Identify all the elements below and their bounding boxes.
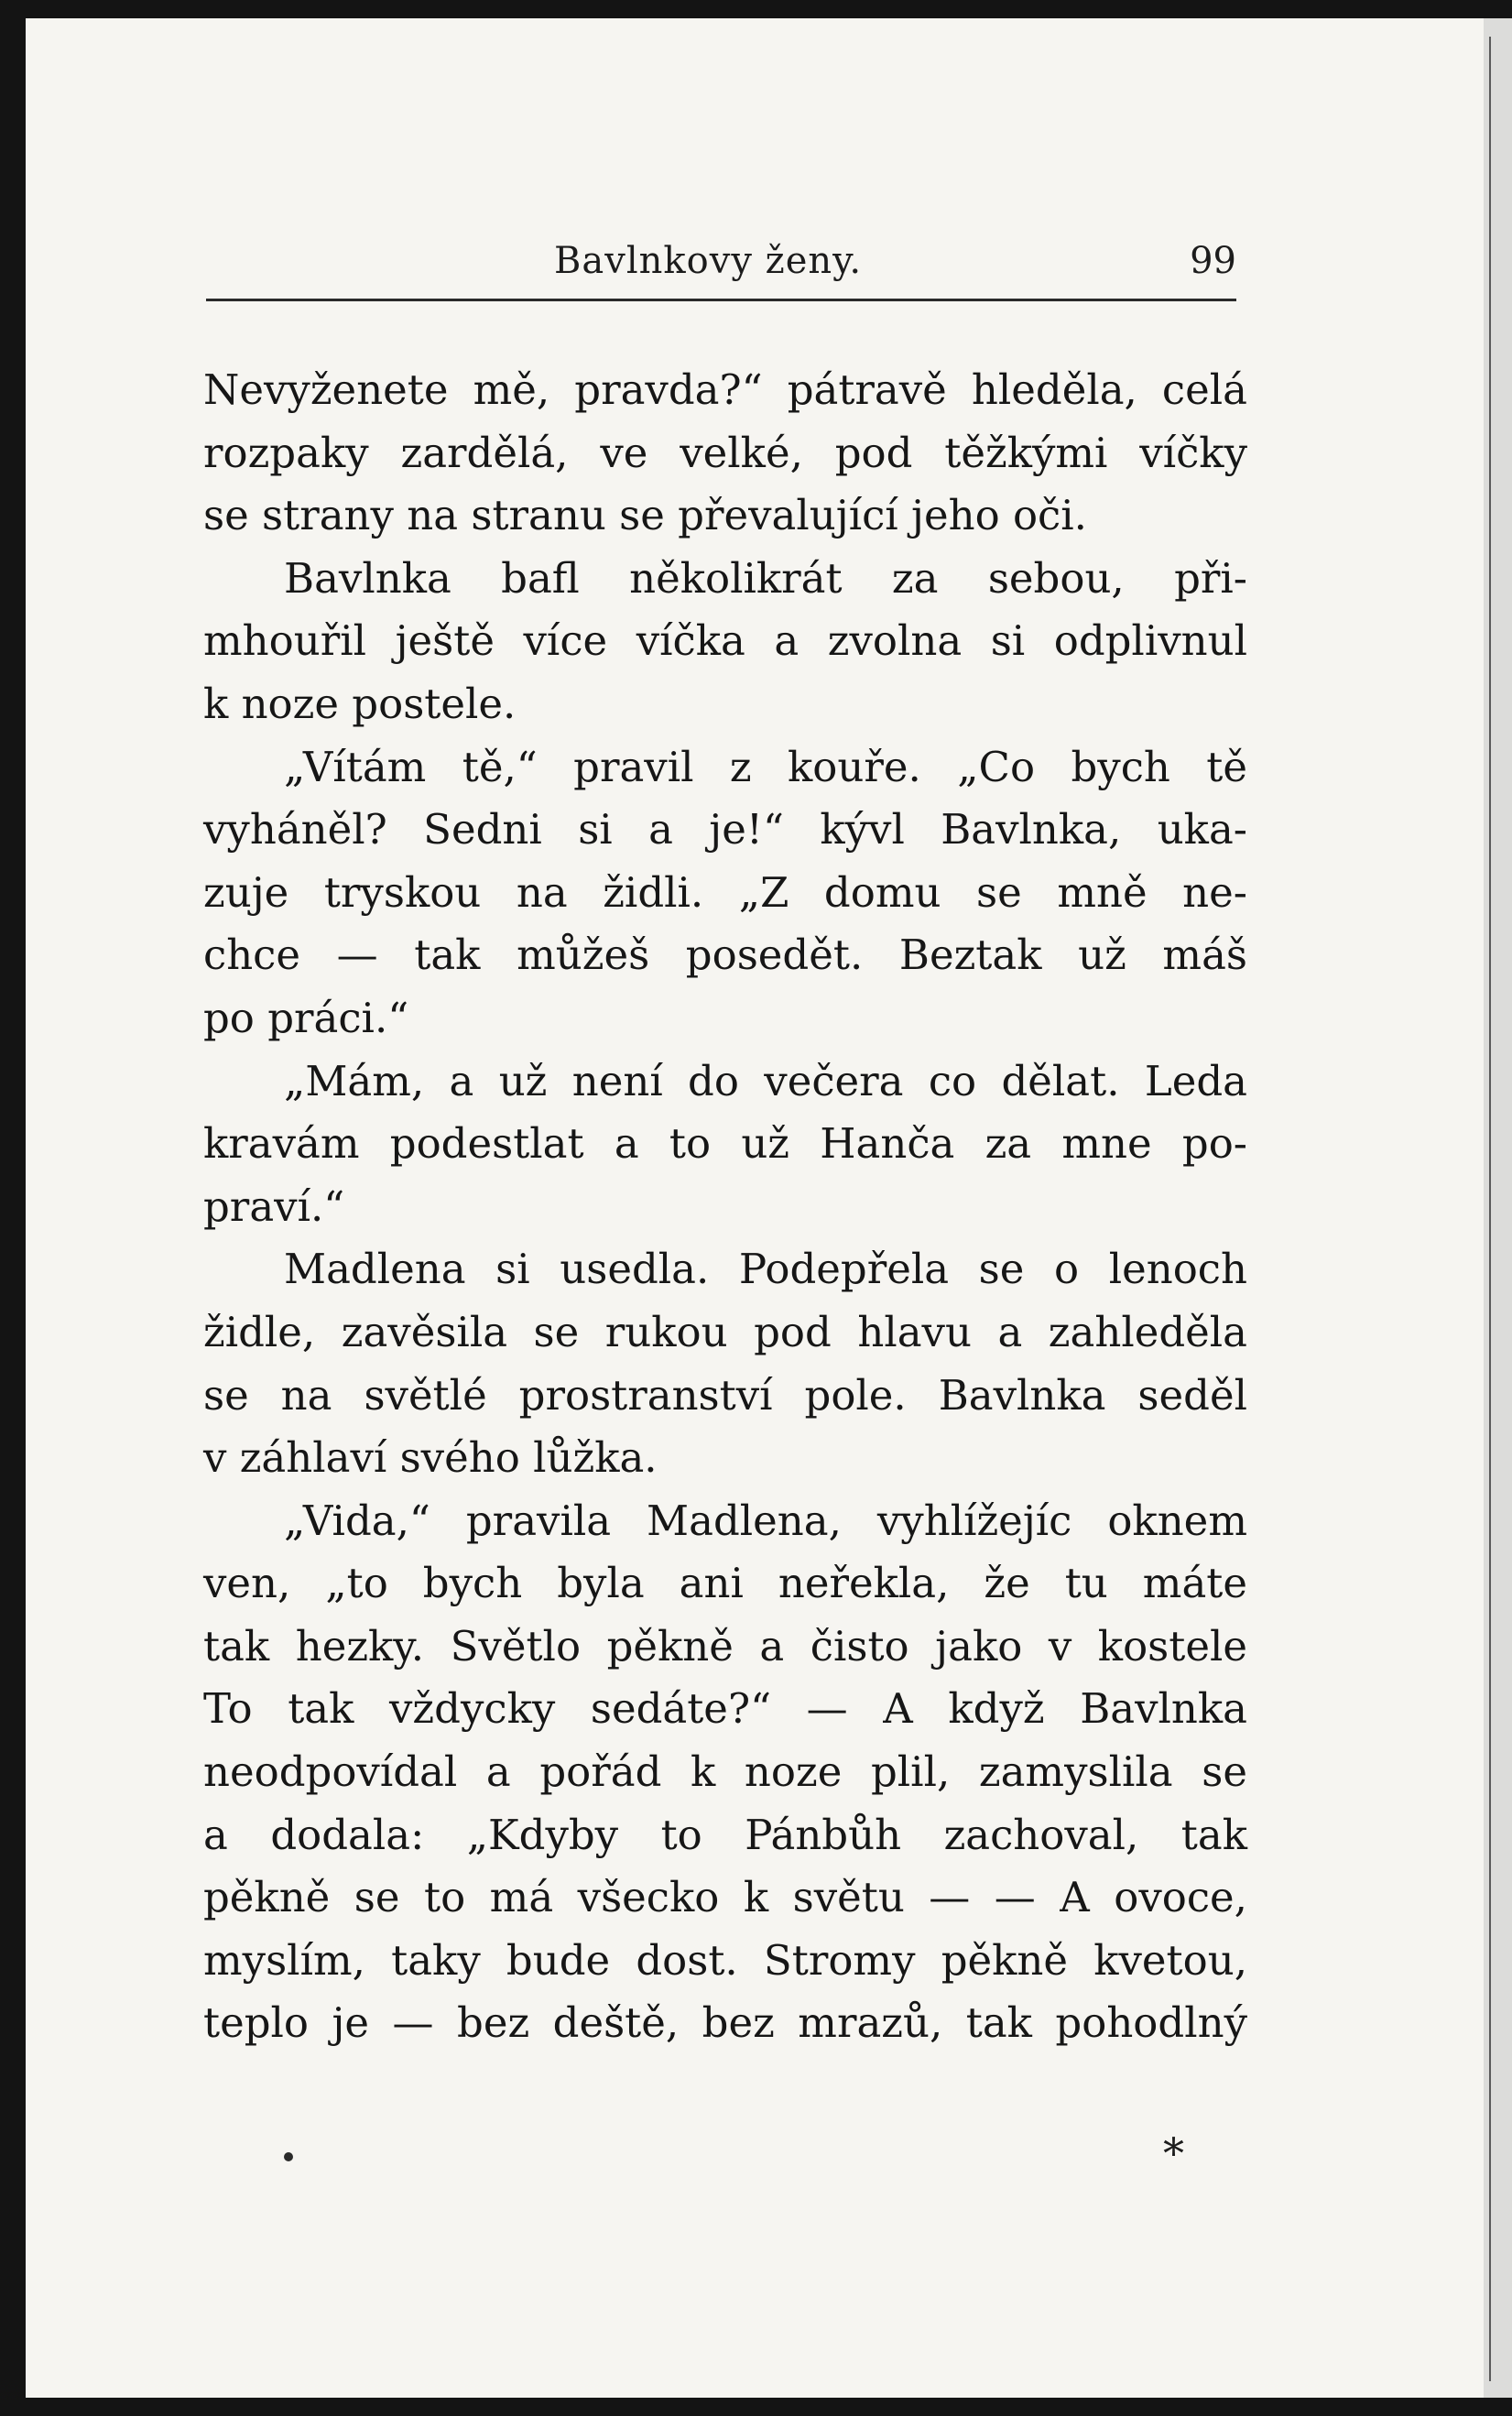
text-line: ven, „to bych byla ani neřekla, že tu máte [203, 1559, 1247, 1608]
text-line: k noze postele. [203, 679, 517, 728]
text-line: zuje tryskou na židli. „Z domu se mně ne- [203, 867, 1247, 917]
binding-edge-line [1489, 37, 1491, 2381]
text-line: židle, zavěsila se rukou pod hlavu a zahleděla [203, 1307, 1247, 1356]
text-line: „Vítám tě,“ pravil z kouře. „Co bych tě [284, 742, 1247, 791]
text-line: Madlena si usedla. Podepřela se o lenoch [284, 1245, 1247, 1294]
binding-edge [1484, 18, 1512, 2398]
text-line: teplo je — bez deště, bez mrazů, tak pohodlný [203, 1998, 1247, 2048]
text-line: a dodala: „Kdyby to Pánbůh zachoval, tak [203, 1810, 1247, 1859]
text-line: chce — tak můžeš posedět. Beztak už máš [203, 930, 1247, 980]
text-line: rozpaky zardělá, ve velké, pod těžkými víčky [203, 428, 1247, 477]
text-line: kravám podestlat a to už Hanča za mne po- [203, 1119, 1247, 1169]
text-line: „Mám, a už není do večera co dělat. Leda [284, 1056, 1247, 1105]
body-text [203, 359, 1247, 2055]
signature-mark: * [1163, 2128, 1184, 2178]
text-line: neodpovídal a pořád k noze plil, zamyslila se [203, 1747, 1247, 1797]
text-line: To tak vždycky sedáte?“ — A když Bavlnka [203, 1684, 1247, 1734]
text-line: po práci.“ [203, 993, 409, 1042]
text-line: tak hezky. Světlo pěkně a čisto jako v kostele [203, 1621, 1247, 1671]
page-header [206, 227, 1236, 291]
text-line: vyháněl? Sedni si a je!“ kývl Bavlnka, uka- [203, 805, 1247, 854]
text-line: mhouřil ještě více víčka a zvolna si odplivnul [203, 616, 1247, 666]
text-line: praví.“ [203, 1181, 345, 1231]
text-line: Nevyženete mě, pravda?“ pátravě hleděla, celá [203, 365, 1247, 414]
text-line: „Vida,“ pravila Madlena, vyhlížejíc oknem [284, 1496, 1247, 1545]
text-line: se strany na stranu se převalující jeho oči. [203, 491, 1087, 540]
header-rule [206, 299, 1236, 301]
page-footer [206, 2128, 1250, 2189]
running-title: Bavlnkovy ženy. [554, 240, 863, 282]
page-number: 99 [1190, 240, 1236, 282]
text-line: se na světlé prostranství pole. Bavlnka seděl [203, 1370, 1247, 1420]
text-line: myslím, taky bude dost. Stromy pěkně kvetou, [203, 1935, 1247, 1985]
footer-dot [284, 2152, 293, 2161]
text-line: v záhlaví svého lůžka. [203, 1433, 658, 1483]
text-line: Bavlnka bafl několikrát za sebou, při- [284, 553, 1247, 603]
text-line: pěkně se to má všecko k světu — — A ovoce, [203, 1873, 1247, 1922]
